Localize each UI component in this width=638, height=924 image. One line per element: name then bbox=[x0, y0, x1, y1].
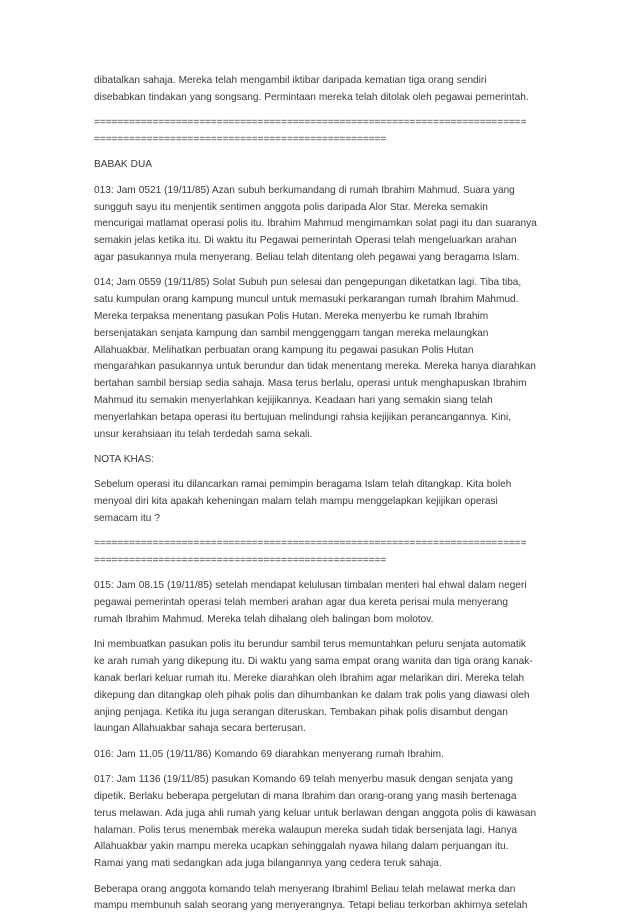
separator-line: ========================================================================== ================================================== bbox=[94, 538, 527, 567]
paragraph-017: 017: Jam 1136 (19/11/85) pasukan Komando 69 telah menyerbu masuk dengan senjata yang dipetik. Berlaku beberapa pergelutan di mana Ibrahim dan orang-orang yang masih bertenaga terus melawan. Ada juga ahli rumah yang keluar untuk berlawan dengan anggota polis di kawasan halaman. Polis terus menembak mereka walaupun mereka sudah tidak bersenjata lagi. Hanya Allahuakbar yakin mampu mereka ucapkan sehinggalah nyawa hilang dalam perjuangan itu. Ramai yang mati sedangkan ada juga bilangannya yang cedera teruk sahaja. bbox=[94, 774, 537, 870]
paragraph-intro: dibatalkan sahaja. Mereka telah mengambil iktibar daripada kematian tiga orang sendiri disebabkan tindakan yang songsang. Permintaan mereka telah ditolak oleh pegawai pemerintah. bbox=[94, 75, 529, 103]
paragraph-015-continued: Ini membuatkan pasukan polis itu berundur sambil terus memuntahkan peluru senjata automatik ke arah rumah yang dikepung itu. Di waktu yang sama empat orang wanita dan tiga orang kanak- kanak berlari keluar rumah itu. Mereke diarahkan oleh Ibrahim agar melarikan diri. Mereka telah dikepung dan ditangkap oleh pihak polis dan dihumbankan ke dalam trak polis yang diawasi oleh anjing penjaga. Ketika itu juga serangan diteruskan. Tembakan pihak polis disambut dengan laungan Allahuakbar sahaja secara berterusan. bbox=[94, 639, 533, 735]
nota-heading: NOTA KHAS: bbox=[94, 453, 155, 465]
paragraph-015: 015: Jam 08.15 (19/11/85) setelah mendapat kelulusan timbalan menteri hal ehwal dalam negeri pegawai pemerintah operasi telah memberi arahan agar dua kereta perisai mula menyerang rumah Ibrahim Mahmud. Mereka telah dihalang oleh balingan bom molotov. bbox=[94, 580, 527, 626]
paragraph-014: 014; Jam 0559 (19/11/85) Solat Subuh pun selesai dan pengepungan diketatkan lagi. Tiba tiba, satu kumpulan orang kampung muncul untuk memasuki perkarangan rumah Ibrahim Mahmud. Mereka terpaksa menentang pasukan Polis Hutan. Mereka menyerbu ke rumah Ibrahim bersenjatakan senjata kampung dan sambil menggenggam tangan mereka melaungkan Allahuakbar. Melihatkan perbuatan orang kampung itu pegawai pasukan Polis Hutan mengarahkan pasukannya untuk berundur dan tidak menentang mereka. Mereka hanya diarahkan bertahan sambil bersiap sedia sahaja. Masa terus berlalu, operasi untuk menghapuskan Ibrahim Mahmud itu semakin menyerlahkan kejijikannya. Keadaan hari yang semakin siang telah menyerlahkan betapa operasi itu bertujuan melindungi rahsia kejijikan perancangannya. Kini, unsur kerahsiaan itu telah terdedah sama sekali. bbox=[94, 277, 536, 440]
paragraph-013: 013: Jam 0521 (19/11/85) Azan subuh berkumandang di rumah Ibrahim Mahmud. Suara yang sungguh sayu itu menjentik sentimen anggota polis daripada Alor Star. Mereka semakin mencurigai matlamat operasi polis itu. Ibrahim Mahmud mengimamkan solat pagi itu dan suaranya semakin jelas ketika itu. Di waktu itu Pegawai pemerintah Operasi telah mengeluarkan arahan agar pasukannya mula menyerang. Beliau telah ditentang oleh pegawai yang beragama Islam. bbox=[94, 184, 537, 263]
nota-body: Sebelum operasi itu dilancarkan ramai pemimpin beragama Islam telah ditangkap. Kita boleh menyoal diri kita apakah keheningan malam telah mampu menggelapkan kejijikan operasi semacam itu ? bbox=[94, 479, 512, 524]
paragraph-016: 016: Jam 11.05 (19/11/86) Komando 69 diarahkan menyerang rumah Ibrahim. bbox=[94, 748, 444, 760]
section-heading: BABAK DUA bbox=[94, 159, 152, 171]
document-page bbox=[94, 0, 546, 924]
paragraph-final: Beberapa orang anggota komando telah menyerang Ibrahiml Beliau telah melawat merka dan mampu membunuh salah seorang yang menyerangnya. Tetapi beliau terkorban akhirnya setelah bbox=[94, 883, 528, 912]
separator-line: ========================================================================== ================================================== bbox=[94, 117, 527, 145]
